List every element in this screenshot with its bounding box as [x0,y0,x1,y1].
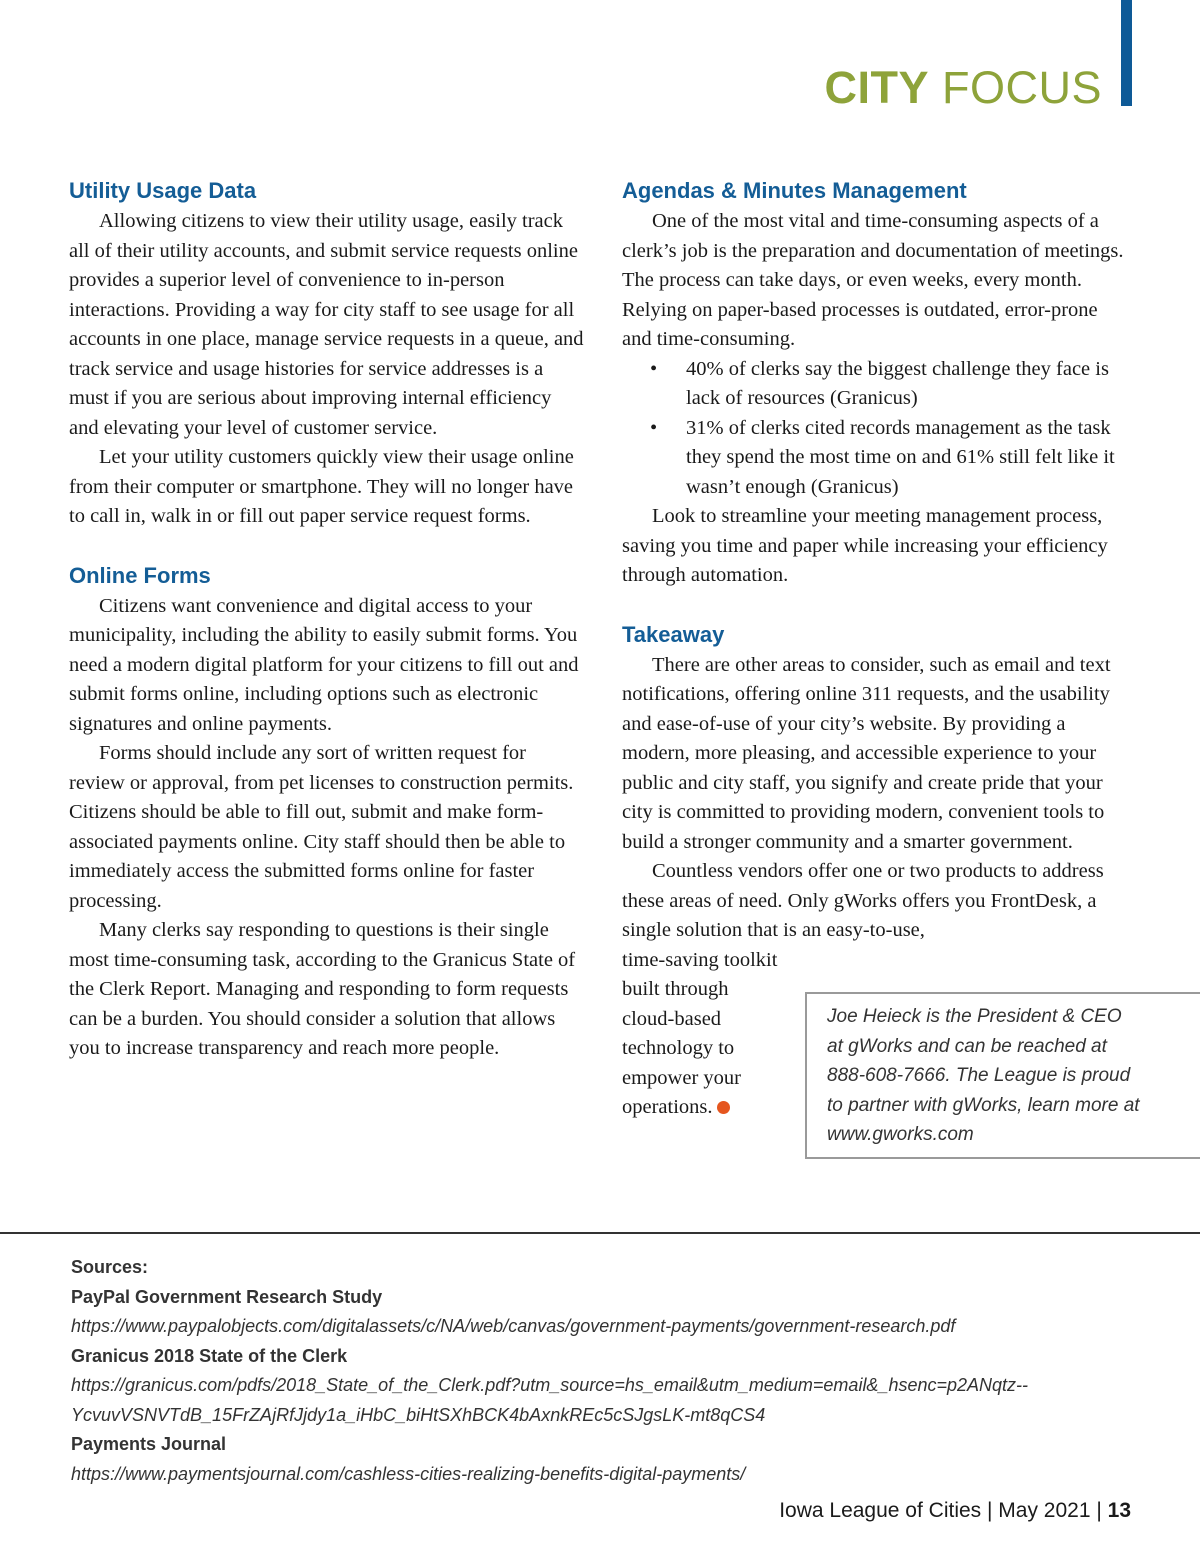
page-number: 13 [1107,1499,1131,1522]
bio-line: at gWorks and can be reached at [827,1035,1107,1057]
paragraph: Countless vendors offer one or two products to address these areas of need. Only gWorks offers you FrontDesk, a single solution that is an easy-to-use, [622,860,1104,941]
bio-line: to partner with gWorks, learn more at [827,1094,1140,1116]
paragraph: Look to streamline your meeting management process, saving you time and paper while increasing your efficiency through automation. [622,505,1108,586]
sources-label: Sources: [71,1257,149,1277]
publication-info: Iowa League of Cities | May 2021 | [779,1499,1108,1522]
bio-line: 888-608-7666. The League is proud [827,1065,1131,1086]
paragraph: One of the most vital and time-consuming aspects of a clerk’s job is the preparation and documentation of meetings. The process can take days, or even weeks, every month. Relying on paper-based processes is outdated, error-prone and time-consuming. [622,210,1124,350]
bullet-icon: • [650,357,658,380]
paragraph: Many clerks say responding to questions is their single most time-consuming task, according to the Granicus State of the Clerk Report. Managing and responding to form requests can be a burden. You should consider a solution that allows you to increase transparency and reach more people. [69,919,576,1059]
header-accent-bar [1121,0,1132,106]
author-bio-box [805,992,1200,1159]
section-title-rest: FOCUS [928,62,1102,113]
paragraph: Forms should include any sort of written request for review or approval, from pet licenses to construction permits. Citizens should be able to fill out, submit and make form-associated payments online. City staff should then be able to immediately access the submitted forms online for faster processing. [69,742,574,912]
left-column [69,176,584,1064]
sources-section [71,1253,1171,1489]
right-column [622,176,1127,1123]
section-title [824,62,1102,114]
bio-line: www.gworks.com [827,1124,974,1145]
source-url: https://granicus.com/pdfs/2018_State_of_the_Clerk.pdf?utm_source=hs_email&utm_medium=email&_hsenc=p2ANqtz-- [71,1375,1029,1395]
heading-agendas-minutes: Agendas & Minutes Management [622,178,967,203]
section-title-strong: CITY [824,62,929,113]
paragraph: Citizens want convenience and digital access to your municipality, including the ability to easily submit forms. You need a modern digital platform for your citizens to fill out and submit forms online, including options such as electronic signatures and online payments. [69,594,579,735]
heading-takeaway: Takeaway [622,621,725,647]
list-item: • 40% of clerks say the biggest challenge they face is lack of resources (Granicus) [650,355,1127,414]
bullet-icon: • [650,416,658,439]
source-title: Payments Journal [71,1434,227,1454]
paragraph-continued: time-saving toolkit built through cloud-based technology to empower your operations. [622,948,778,1118]
heading-online-forms: Online Forms [69,562,211,588]
source-url: https://www.paypalobjects.com/digitalassets/c/NA/web/canvas/government-payments/government-research.pdf [71,1316,956,1336]
paragraph: There are other areas to consider, such as email and text notifications, offering online 311 requests, and the usability and ease-of-use of your city’s website. By providing a modern, more pleasing, and accessible experience to your public and city staff, you signify and create pride that your city is committed to providing modern, convenient tools to build a stronger community and a smarter government. [622,653,1111,853]
end-of-article-icon [717,1101,730,1114]
divider [0,1232,1200,1234]
page-footer [779,1497,1131,1525]
bio-line: Joe Heieck is the President & CEO [827,1006,1122,1027]
bullet-list [622,355,1127,503]
list-item: • 31% of clerks cited records management as the task they spend the most time on and 61% still felt like it wasn’t enough (Granicus) [650,414,1127,503]
source-title: PayPal Government Research Study [71,1286,383,1307]
paragraph: Let your utility customers quickly view their usage online from their computer or smartphone. They will no longer have to call in, walk in or fill out paper service request forms. [69,446,574,527]
source-url: https://www.paymentsjournal.com/cashless-cities-realizing-benefits-digital-payments/ [71,1463,746,1484]
heading-utility-usage: Utility Usage Data [69,178,257,203]
source-title: Granicus 2018 State of the Clerk [71,1345,348,1366]
paragraph: Allowing citizens to view their utility usage, easily track all of their utility accounts, and submit service requests online provides a superior level of convenience to in-person interactions. Providing a way for city staff to see usage for all accounts in one place, manage service requests in a queue, and track service and usage histories for service addresses is a must if you are serious about improving internal efficiency and elevating your level of customer service. [69,210,584,439]
source-url: YcvuvVSNVTdB_15FrZAjRfJjdy1a_iHbC_biHtSXhBCK4bAxnkREc5cSJgsLK-mt8qCS4 [71,1404,766,1425]
